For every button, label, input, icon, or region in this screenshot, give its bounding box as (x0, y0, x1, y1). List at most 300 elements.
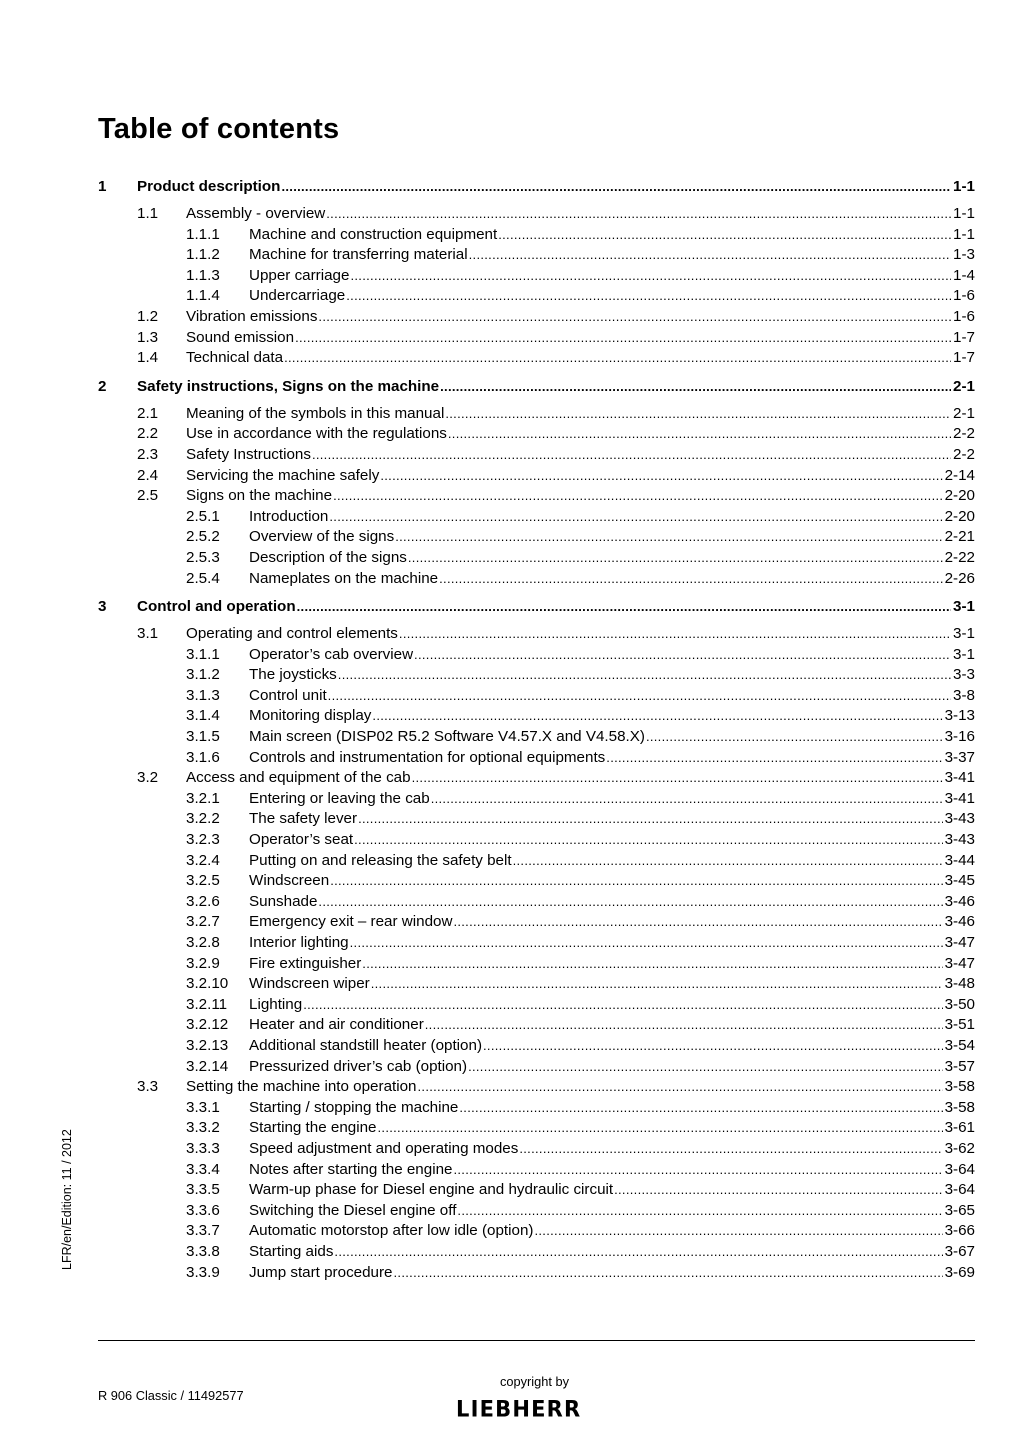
toc-entry-number: 2.1 (137, 404, 159, 422)
toc-entry-number: 3.3.3 (186, 1139, 220, 1157)
dot-leader (295, 328, 951, 349)
dot-leader (297, 596, 951, 618)
toc-entry-label: Notes after starting the engine (249, 1160, 453, 1178)
dot-leader (513, 851, 943, 872)
toc-entry-label: Setting the machine into operation (186, 1078, 417, 1096)
toc-entry-line (249, 954, 975, 975)
toc-entry[interactable] (98, 404, 975, 425)
toc-entry-number: 1.1 (137, 205, 159, 222)
toc-entry-line (249, 686, 975, 707)
dot-leader (338, 665, 951, 686)
toc-entry-page: 1-6 (953, 307, 975, 325)
toc-entry[interactable] (98, 225, 975, 246)
toc-entry-line (186, 1077, 975, 1098)
toc-entry-line (249, 974, 975, 995)
toc-entry-line (186, 486, 975, 507)
toc-entry[interactable] (98, 424, 975, 445)
toc-entry-label: Signs on the machine (186, 487, 333, 505)
toc-entry[interactable] (98, 176, 975, 198)
toc-entry-page: 3-67 (944, 1242, 975, 1260)
toc-entry[interactable] (98, 789, 975, 810)
dot-leader (350, 933, 943, 954)
dot-leader (394, 1263, 943, 1284)
toc-entry[interactable] (98, 1057, 975, 1078)
toc-entry[interactable] (98, 1242, 975, 1263)
toc-entry-label: Nameplates on the machine (249, 569, 439, 587)
toc-entry[interactable] (98, 1036, 975, 1057)
dot-leader (453, 912, 942, 933)
edition-note: LFR/en/Edition: 11 / 2012 (60, 1129, 74, 1270)
dot-leader (483, 1036, 943, 1057)
toc-entry-label: Switching the Diesel engine off (249, 1201, 457, 1219)
toc-entry[interactable] (98, 645, 975, 666)
toc-entry-page: 3-47 (944, 954, 975, 972)
copyright-label: copyright by (500, 1374, 569, 1389)
toc-entry-page: 3-37 (944, 748, 975, 766)
toc-entry-number: 3.3.1 (186, 1098, 220, 1116)
toc-entry-page: 1-6 (953, 287, 975, 305)
toc-entry[interactable] (98, 596, 975, 618)
toc-entry-page: 2-2 (953, 445, 975, 463)
dot-leader (418, 1077, 943, 1098)
toc-entry-page: 1-1 (953, 225, 975, 243)
toc-entry-line (249, 851, 975, 872)
toc-entry-page: 3-64 (944, 1181, 975, 1199)
toc-entry-label: Fire extinguisher (249, 954, 362, 972)
toc-entry[interactable] (98, 1015, 975, 1036)
toc-entry-label: Safety instructions, Signs on the machine (137, 377, 440, 395)
toc-entry-page: 3-48 (944, 975, 975, 993)
toc-entry-page: 3-51 (944, 1016, 975, 1034)
toc-entry-line (249, 245, 975, 266)
toc-entry[interactable] (98, 1160, 975, 1181)
document-id: R 906 Classic / 11492577 (98, 1388, 244, 1403)
toc-entry[interactable] (98, 1180, 975, 1201)
dot-leader (606, 748, 942, 769)
toc-entry[interactable] (98, 307, 975, 328)
toc-entry[interactable] (98, 548, 975, 569)
toc-entry-page: 3-3 (953, 666, 975, 684)
toc-entry-number: 1.1.1 (186, 225, 220, 243)
toc-entry-label: Servicing the machine safely (186, 466, 380, 484)
toc-entry[interactable] (98, 266, 975, 287)
dot-leader (453, 1160, 942, 1181)
toc-entry[interactable] (98, 1077, 975, 1098)
dot-leader (354, 830, 942, 851)
dot-leader (469, 245, 951, 266)
toc-entry-number: 3.1.2 (186, 666, 220, 684)
toc-entry-number: 3.1.6 (186, 748, 220, 766)
toc-entry-page: 3-1 (953, 645, 975, 663)
toc-entry-number: 2.4 (137, 466, 159, 484)
toc-entry-label: Operator’s cab overview (249, 645, 414, 663)
toc-entry-line (249, 1242, 975, 1263)
toc-entry[interactable] (98, 466, 975, 487)
toc-entry-page: 2-22 (944, 548, 975, 566)
toc-entry-line (249, 286, 975, 307)
toc-entry-number: 1.1.4 (186, 287, 220, 305)
toc-entry-line (249, 1221, 975, 1242)
toc-entry-line (249, 1180, 975, 1201)
toc-entry-number: 2.3 (137, 445, 159, 463)
toc-entry[interactable] (98, 527, 975, 548)
toc-entry-line (249, 225, 975, 246)
toc-entry-line (249, 507, 975, 528)
toc-entry-line (249, 266, 975, 287)
toc-entry-label: Assembly - overview (186, 205, 326, 222)
toc-entry-label: Additional standstill heater (option) (249, 1036, 483, 1054)
toc-entry-page: 2-26 (944, 569, 975, 587)
toc-entry-line (186, 445, 975, 466)
toc-entry-number: 3.3.4 (186, 1160, 220, 1178)
toc-entry-number: 3.2.1 (186, 789, 220, 807)
toc-entry-label: Sunshade (249, 892, 318, 910)
toc-entry-page: 2-2 (953, 425, 975, 443)
toc-entry[interactable] (98, 486, 975, 507)
toc-entry-page: 1-1 (953, 205, 975, 222)
dot-leader (303, 995, 942, 1016)
toc-entry-page: 2-20 (944, 487, 975, 505)
toc-entry[interactable] (98, 686, 975, 707)
toc-entry-line (249, 1057, 975, 1078)
toc-entry-label: Monitoring display (249, 707, 372, 725)
dot-leader (318, 307, 951, 328)
dot-leader (372, 706, 942, 727)
toc-entry-page: 3-58 (944, 1078, 975, 1096)
toc-entry-number: 1.1.3 (186, 266, 220, 284)
dot-leader (614, 1180, 942, 1201)
toc-entry[interactable] (98, 809, 975, 830)
dot-leader (318, 892, 942, 913)
dot-leader (380, 466, 942, 487)
toc-entry-page: 3-1 (953, 598, 975, 616)
toc-entry-page: 1-4 (953, 266, 975, 284)
toc-entry-number: 3.2.9 (186, 954, 220, 972)
toc-entry-number: 3.2.7 (186, 913, 220, 931)
toc-entry-line (186, 424, 975, 445)
toc-entry-page: 3-43 (944, 831, 975, 849)
dot-leader (346, 286, 951, 307)
toc-entry-number: 3.2.11 (186, 995, 228, 1013)
toc-entry[interactable] (98, 727, 975, 748)
toc-entry-number: 3.2.2 (186, 810, 220, 828)
toc-entry[interactable] (98, 624, 975, 645)
dot-leader (646, 727, 943, 748)
toc-entry-label: Controls and instrumentation for optional equipments (249, 748, 606, 766)
dot-leader (371, 974, 943, 995)
toc-entry[interactable] (98, 1201, 975, 1222)
toc-entry-line (249, 871, 975, 892)
dot-leader (440, 376, 951, 398)
toc-entry-line (249, 748, 975, 769)
toc-entry[interactable] (98, 1221, 975, 1242)
toc-entry[interactable] (98, 933, 975, 954)
toc-entry-number: 3.1.1 (186, 645, 220, 663)
toc-entry-number: 3.3.2 (186, 1119, 220, 1137)
toc-entry-label: Control unit (249, 686, 327, 704)
liebherr-logo: LIEBHERR (456, 1396, 582, 1422)
dot-leader (425, 1015, 943, 1036)
toc-entry-page: 3-8 (953, 686, 975, 704)
toc-entry-label: Warm-up phase for Diesel engine and hydraulic circuit (249, 1181, 614, 1199)
toc-entry-number: 3.3.6 (186, 1201, 220, 1219)
dot-leader (445, 404, 951, 425)
toc-entry-label: Undercarriage (249, 287, 346, 305)
dot-leader (399, 624, 951, 645)
toc-entry-line (249, 1263, 975, 1284)
toc-entry-page: 3-62 (944, 1139, 975, 1157)
toc-entry-line (137, 176, 975, 198)
toc-entry-line (249, 548, 975, 569)
toc-entry-number: 3.3.9 (186, 1263, 220, 1281)
toc-entry-page: 3-46 (944, 892, 975, 910)
toc-entry-number: 2.2 (137, 425, 159, 443)
toc-entry-label: Heater and air conditioner (249, 1016, 424, 1034)
toc-entry[interactable] (98, 871, 975, 892)
toc-entry-line (249, 1139, 975, 1160)
toc-entry-number: 3.3.5 (186, 1181, 220, 1199)
toc-entry[interactable] (98, 954, 975, 975)
toc-entry-page: 1-7 (953, 349, 975, 367)
toc-entry-number: 3.2.3 (186, 831, 220, 849)
toc-entry-label: Upper carriage (249, 266, 350, 284)
toc-entry[interactable] (98, 706, 975, 727)
dot-leader (431, 789, 943, 810)
dot-leader (412, 768, 943, 789)
toc-entry-line (249, 665, 975, 686)
toc-entry-page: 3-43 (944, 810, 975, 828)
toc-entry-line (186, 307, 975, 328)
toc-entry-label: Putting on and releasing the safety belt (249, 851, 512, 869)
toc-entry[interactable] (98, 445, 975, 466)
toc-entry-page: 2-14 (944, 466, 975, 484)
toc-entry[interactable] (98, 1263, 975, 1284)
toc-entry[interactable] (98, 569, 975, 590)
toc-entry-label: Speed adjustment and operating modes (249, 1139, 519, 1157)
toc-entry-label: Meaning of the symbols in this manual (186, 404, 445, 422)
toc-entry-label: Operator’s seat (249, 831, 354, 849)
toc-entry[interactable] (98, 768, 975, 789)
dot-leader (468, 1057, 943, 1078)
toc-entry-page: 3-65 (944, 1201, 975, 1219)
toc-entry-line (249, 995, 975, 1016)
toc-entry-label: Automatic motorstop after low idle (option) (249, 1222, 534, 1240)
toc-entry-number: 2.5 (137, 487, 159, 505)
toc-entry-page: 3-46 (944, 913, 975, 931)
toc-entry-label: The safety lever (249, 810, 358, 828)
footer-divider (98, 1340, 975, 1341)
toc-entry-line (186, 348, 975, 369)
toc-entry-number: 3.2.6 (186, 892, 220, 910)
toc-entry-page: 2-21 (944, 528, 975, 546)
dot-leader (459, 1098, 942, 1119)
toc-entry[interactable] (98, 830, 975, 851)
toc-entry[interactable] (98, 974, 975, 995)
toc-entry-label: Operating and control elements (186, 625, 398, 643)
toc-entry-number: 3.2.5 (186, 872, 220, 890)
toc-entry[interactable] (98, 748, 975, 769)
toc-entry-page: 3-66 (944, 1222, 975, 1240)
dot-leader (414, 645, 951, 666)
dot-leader (534, 1221, 942, 1242)
toc-entry[interactable] (98, 995, 975, 1016)
toc-entry-label: Introduction (249, 507, 329, 525)
toc-entry-number: 2 (98, 377, 107, 395)
toc-entry-line (186, 768, 975, 789)
toc-entry-number: 3.3 (137, 1078, 159, 1096)
toc-entry[interactable] (98, 912, 975, 933)
toc-entry-number: 3.1 (137, 625, 159, 643)
toc-entry[interactable] (98, 1139, 975, 1160)
toc-entry-page: 3-44 (944, 851, 975, 869)
toc-entry-line (249, 1015, 975, 1036)
toc-entry-page: 3-1 (953, 625, 975, 643)
toc-entry-label: Access and equipment of the cab (186, 769, 411, 787)
toc-entry-page: 3-41 (944, 769, 975, 787)
toc-entry-page: 3-57 (944, 1057, 975, 1075)
toc-entry[interactable] (98, 376, 975, 398)
toc-entry-page: 3-50 (944, 995, 975, 1013)
toc-entry-number: 1 (98, 178, 107, 195)
dot-leader (457, 1201, 942, 1222)
dot-leader (330, 871, 942, 892)
toc-entry-page: 3-54 (944, 1036, 975, 1054)
dot-leader (284, 348, 951, 369)
dot-leader (378, 1118, 943, 1139)
toc-entry-page: 2-20 (944, 507, 975, 525)
toc-entry-label: Windscreen (249, 872, 330, 890)
dot-leader (358, 809, 943, 830)
toc-entry-label: Pressurized driver’s cab (option) (249, 1057, 468, 1075)
toc-entry-number: 2.5.2 (186, 528, 220, 546)
toc-entry[interactable] (98, 851, 975, 872)
toc-entry[interactable] (98, 286, 975, 307)
toc-entry-page: 2-1 (953, 404, 975, 422)
toc-entry-number: 1.4 (137, 349, 159, 367)
toc-entry-number: 1.2 (137, 307, 159, 325)
toc-entry-line (249, 830, 975, 851)
toc-entry-label: Starting the engine (249, 1119, 377, 1137)
dot-leader (408, 548, 943, 569)
toc-entry-page: 3-13 (944, 707, 975, 725)
dot-leader (350, 266, 951, 287)
toc-entry-line (249, 789, 975, 810)
toc-entry-line (186, 624, 975, 645)
toc-entry-label: Machine and construction equipment (249, 225, 498, 243)
dot-leader (329, 507, 942, 528)
toc-entry-line (249, 727, 975, 748)
toc-entry-number: 3.2.14 (186, 1057, 229, 1075)
toc-entry-number: 2.5.1 (186, 507, 220, 525)
toc-entry-label: Technical data (186, 349, 284, 367)
toc-entry-number: 3.3.8 (186, 1242, 220, 1260)
toc-entry-label: Safety Instructions (186, 445, 311, 463)
toc-entry-number: 3.1.3 (186, 686, 220, 704)
toc-entry-number: 3.2.13 (186, 1036, 229, 1054)
toc-entry-label: Windscreen wiper (249, 975, 370, 993)
toc-entry[interactable] (98, 245, 975, 266)
toc-entry-label: Vibration emissions (186, 307, 318, 325)
toc-entry-number: 2.5.3 (186, 548, 220, 566)
toc-entry[interactable] (98, 892, 975, 913)
toc-entry-line (249, 645, 975, 666)
toc-entry-label: Starting / stopping the machine (249, 1098, 459, 1116)
toc-entry-line (137, 376, 975, 398)
toc-entry-label: Control and operation (137, 598, 296, 616)
toc-entry-line (249, 1098, 975, 1119)
toc-entry-number: 3.2.12 (186, 1016, 229, 1034)
toc-entry-line (249, 892, 975, 913)
dot-leader (333, 486, 943, 507)
toc-entry-number: 3.1.4 (186, 707, 220, 725)
toc-entry-line (186, 404, 975, 425)
toc-entry-page: 3-64 (944, 1160, 975, 1178)
toc-entry-number: 2.5.4 (186, 569, 220, 587)
table-of-contents (98, 176, 975, 1283)
page-title: Table of contents (98, 113, 340, 145)
toc-entry-page: 1-1 (953, 178, 975, 195)
toc-entry-number: 3.2.4 (186, 851, 220, 869)
toc-entry-label: Use in accordance with the regulations (186, 425, 447, 443)
toc-entry-label: Interior lighting (249, 934, 349, 951)
dot-leader (334, 1242, 942, 1263)
toc-entry-number: 3.2.8 (186, 934, 220, 951)
dot-leader (395, 527, 942, 548)
dot-leader (328, 686, 951, 707)
toc-entry-label: Entering or leaving the cab (249, 789, 430, 807)
dot-leader (448, 424, 951, 445)
toc-entry-number: 3 (98, 598, 107, 616)
toc-entry-page: 3-45 (944, 872, 975, 890)
toc-entry-page: 3-69 (944, 1263, 975, 1281)
toc-entry-label: The joysticks (249, 666, 337, 684)
toc-entry-page: 3-58 (944, 1098, 975, 1116)
toc-entry-line (249, 569, 975, 590)
dot-leader (312, 445, 951, 466)
toc-entry[interactable] (98, 665, 975, 686)
toc-entry-line (249, 933, 975, 954)
toc-entry-number: 3.2.10 (186, 975, 229, 993)
toc-entry-line (137, 596, 975, 618)
toc-entry[interactable] (98, 328, 975, 349)
toc-entry-line (249, 1201, 975, 1222)
toc-entry-line (186, 328, 975, 349)
toc-entry[interactable] (98, 204, 975, 225)
toc-entry-line (249, 1036, 975, 1057)
toc-entry-number: 3.1.5 (186, 728, 220, 746)
toc-entry-page: 1-7 (953, 328, 975, 346)
toc-entry-page: 2-1 (953, 377, 975, 395)
toc-entry-number: 1.1.2 (186, 246, 220, 264)
toc-entry-number: 3.3.7 (186, 1222, 220, 1240)
toc-entry[interactable] (98, 1118, 975, 1139)
toc-entry-page: 3-41 (944, 789, 975, 807)
toc-entry[interactable] (98, 507, 975, 528)
toc-entry-label: Emergency exit – rear window (249, 913, 453, 931)
toc-entry-label: Description of the signs (249, 548, 407, 566)
toc-entry[interactable] (98, 1098, 975, 1119)
dot-leader (362, 954, 942, 975)
dot-leader (498, 225, 951, 246)
toc-entry-page: 3-61 (944, 1119, 975, 1137)
toc-entry-label: Machine for transferring material (249, 246, 468, 264)
dot-leader (519, 1139, 942, 1160)
toc-entry[interactable] (98, 348, 975, 369)
toc-entry-label: Starting aids (249, 1242, 334, 1260)
toc-entry-line (186, 466, 975, 487)
toc-entry-line (249, 809, 975, 830)
toc-entry-number: 1.3 (137, 328, 159, 346)
